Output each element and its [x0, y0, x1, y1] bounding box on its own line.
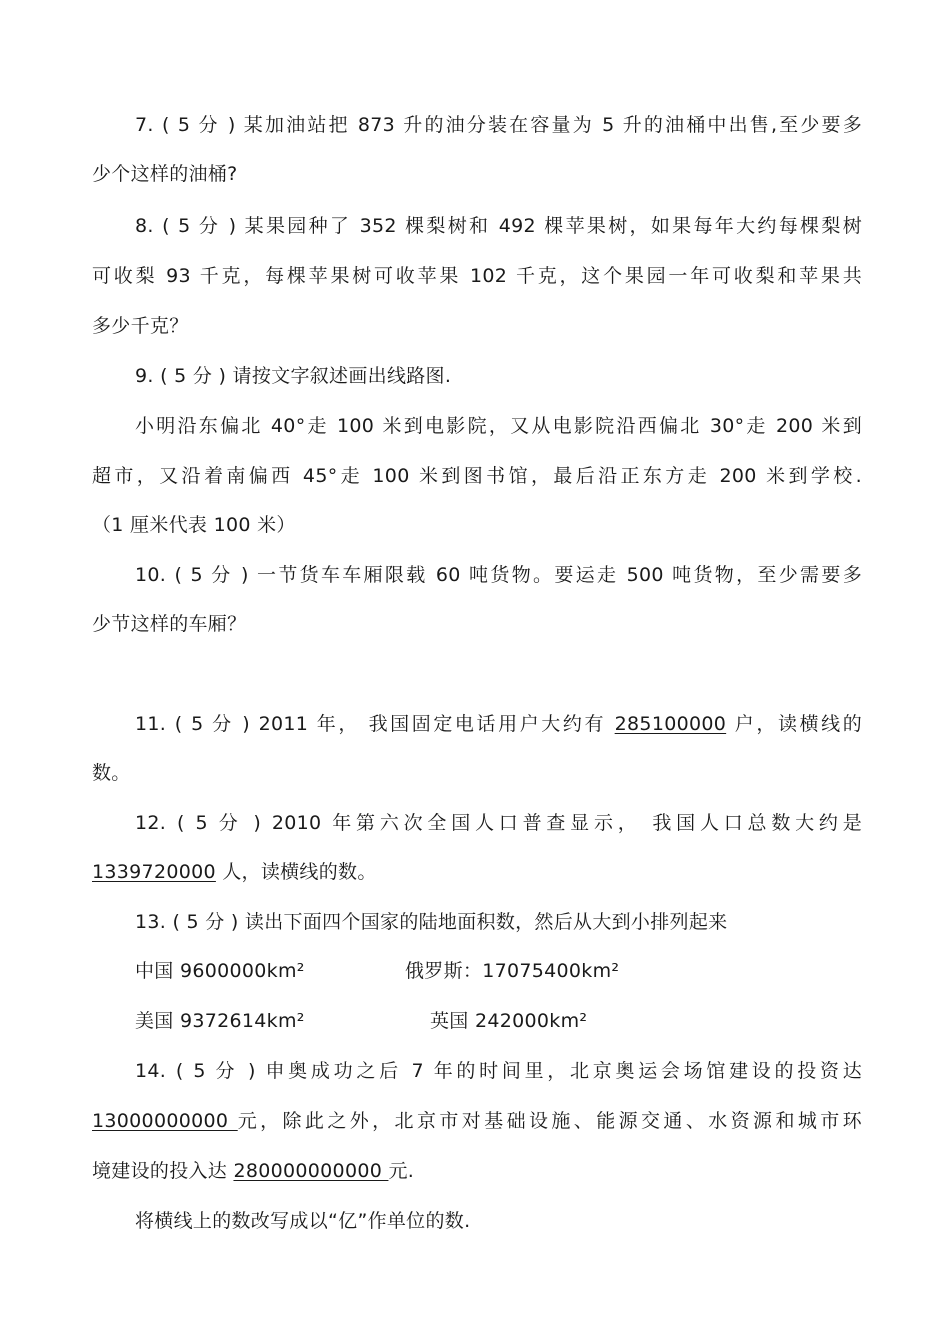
q13-china-area: 中国 9600000km² — [135, 960, 305, 982]
q12-line-2 — [92, 859, 862, 885]
q14-line-4: 将横线上的数改写成以“亿”作单位的数. — [135, 1210, 471, 1232]
q13-line-1: 13. ( 5 分 ) 读出下面四个国家的陆地面积数，然后从大到小排列起来 — [135, 911, 728, 933]
q14-underlined-number-1: 13000000000 — [92, 1110, 238, 1132]
q11-text-pre: 11. ( 5 分 ) 2011 年， 我国固定电话用户大约有 — [135, 713, 615, 735]
q10-line-1: 10. ( 5 分 ) 一节货车车厢限载 60 吨货物。要运走 500 吨货物，至少需要多 — [135, 564, 862, 586]
q9-line-2: 小明沿东偏北 40°走 100 米到电影院，又从电影院沿西偏北 30°走 200 米到 — [135, 415, 862, 437]
q14-line-2 — [92, 1108, 862, 1134]
q8-line-2: 可收梨 93 千克，每棵苹果树可收苹果 102 千克，这个果园一年可收梨和苹果共 — [92, 265, 862, 287]
q9-line-3: 超市，又沿着南偏西 45°走 100 米到图书馆，最后沿正东方走 200 米到学校. — [92, 465, 862, 487]
q7-line-1: 7. ( 5 分 ) 某加油站把 873 升的油分装在容量为 5 升的油桶中出售,至少要多 — [135, 114, 862, 136]
q9-line-4: （1 厘米代表 100 米） — [92, 514, 296, 536]
q14-underlined-number-2: 280000000000 — [233, 1160, 389, 1182]
q14-line-3 — [92, 1158, 862, 1184]
q10-line-2: 少节这样的车厢？ — [92, 613, 247, 635]
q7-line-2: 少个这样的油桶? — [92, 163, 238, 185]
q12-line-1: 12. ( 5 分 ) 2010 年第六次全国人口普查显示， 我国人口总数大约是 — [135, 812, 862, 834]
q11-text-post: 户，读横线的 — [726, 713, 862, 735]
q11-line-2: 数。 — [92, 762, 131, 784]
q9-line-1: 9. ( 5 分 ) 请按文字叙述画出线路图. — [135, 365, 452, 387]
q13-usa-area: 美国 9372614km² — [135, 1010, 305, 1032]
q12-text-post: 人，读横线的数。 — [215, 861, 377, 883]
q14-line-3-pre: 境建设的投入达 — [92, 1160, 234, 1182]
q14-line-2-text: 元，除此之外，北京市对基础设施、能源交通、水资源和城市环 — [237, 1110, 862, 1132]
q12-underlined-number: 1339720000 — [92, 861, 216, 883]
q14-line-1: 14. ( 5 分 ) 申奥成功之后 7 年的时间里，北京奥运会场馆建设的投资达 — [135, 1060, 862, 1082]
q14-line-3-post: 元. — [388, 1160, 415, 1182]
q13-uk-area: 英国 242000km² — [430, 1010, 588, 1032]
q8-line-3: 多少千克？ — [92, 315, 189, 337]
q11-underlined-number: 285100000 — [614, 713, 727, 735]
q8-line-1: 8. ( 5 分 ) 某果园种了 352 棵梨树和 492 棵苹果树，如果每年大约每棵梨树 — [135, 215, 862, 237]
q11-line-1 — [135, 711, 862, 737]
q13-russia-area: 俄罗斯：17075400km² — [405, 960, 620, 982]
